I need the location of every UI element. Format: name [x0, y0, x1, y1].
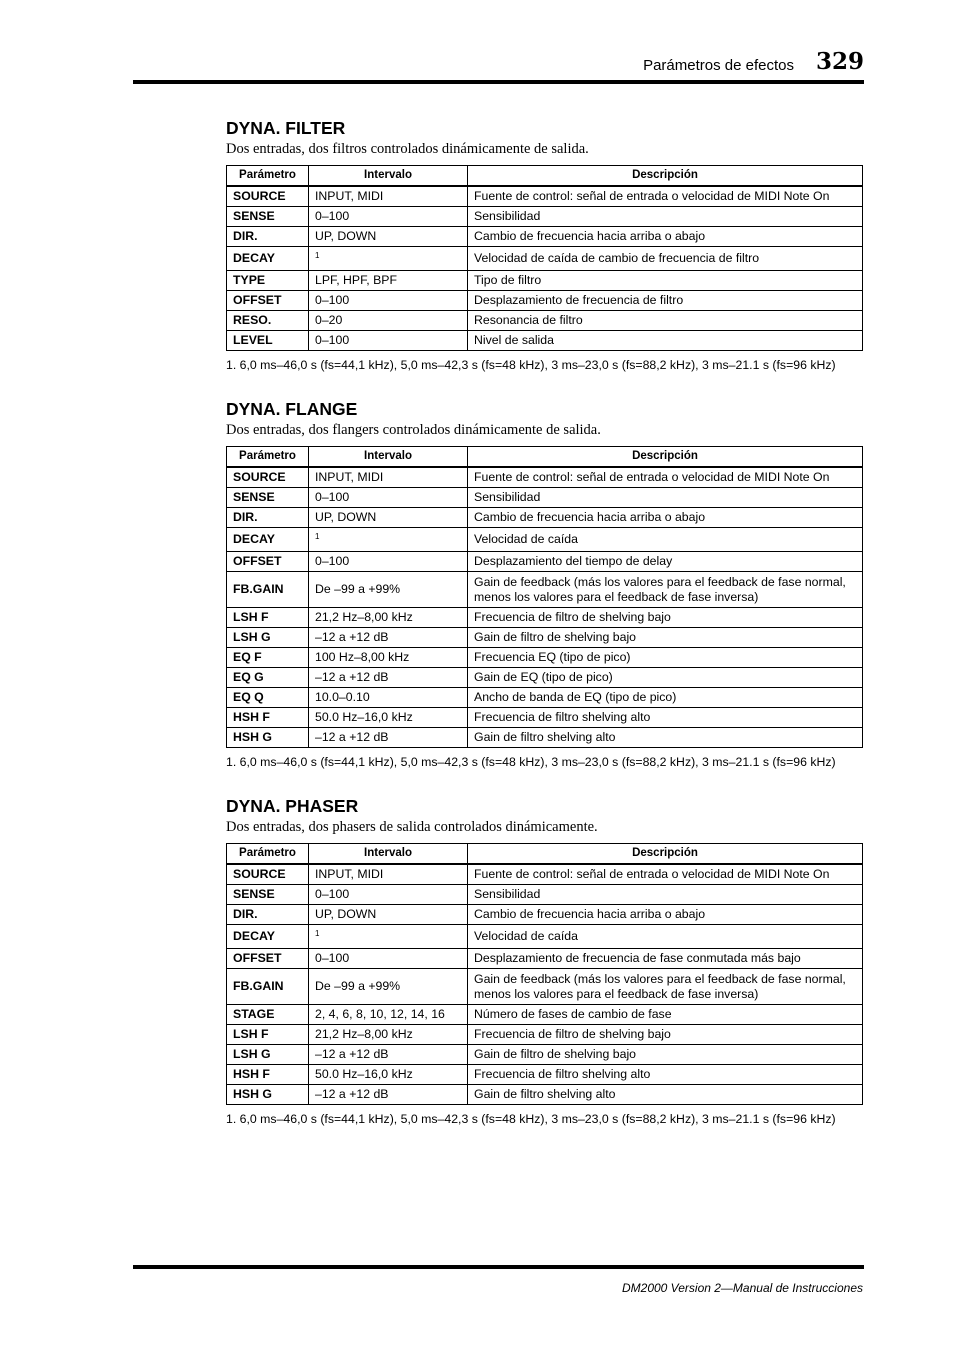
param-range: 0–100 — [309, 488, 468, 508]
param-name: FB.GAIN — [227, 969, 309, 1005]
table-row — [227, 247, 863, 271]
param-desc: Velocidad de caída de cambio de frecuencia de filtro — [468, 247, 863, 271]
param-desc: Velocidad de caída — [468, 528, 863, 552]
param-name: HSH F — [227, 708, 309, 728]
param-name: FB.GAIN — [227, 572, 309, 608]
param-desc: Velocidad de caída — [468, 925, 863, 949]
param-range: 21,2 Hz–8,00 kHz — [309, 1025, 468, 1045]
param-range: 10.0–0.10 — [309, 688, 468, 708]
param-desc: Gain de filtro shelving alto — [468, 728, 863, 748]
column-header-range: Intervalo — [309, 844, 468, 865]
section-title: DYNA. FILTER — [226, 118, 346, 138]
param-range: 0–100 — [309, 885, 468, 905]
column-header-desc: Descripción — [468, 166, 863, 187]
param-name: DIR. — [227, 508, 309, 528]
table-row — [227, 552, 863, 572]
param-desc: Desplazamiento de frecuencia de fase conmutada más bajo — [468, 949, 863, 969]
table-row — [227, 528, 863, 552]
section-title: DYNA. PHASER — [226, 796, 359, 816]
table-header-row — [227, 166, 863, 187]
param-desc: Ancho de banda de EQ (tipo de pico) — [468, 688, 863, 708]
param-range: –12 a +12 dB — [309, 728, 468, 748]
param-desc: Sensibilidad — [468, 207, 863, 227]
param-range: 2, 4, 6, 8, 10, 12, 14, 16 — [309, 1005, 468, 1025]
footnote: 1. 6,0 ms–46,0 s (fs=44,1 kHz), 5,0 ms–42,3 s (fs=48 kHz), 3 ms–23,0 s (fs=88,2 kHz), 3 ms–21.1 s (fs=96 kHz) — [226, 358, 836, 372]
param-range: De –99 a +99% — [309, 572, 468, 608]
param-desc: Tipo de filtro — [468, 271, 863, 291]
table-row — [227, 1025, 863, 1045]
param-desc: Frecuencia de filtro de shelving bajo — [468, 1025, 863, 1045]
param-name: LEVEL — [227, 331, 309, 351]
column-header-desc: Descripción — [468, 844, 863, 865]
table-row — [227, 864, 863, 885]
column-header-range: Intervalo — [309, 447, 468, 468]
param-range: 50.0 Hz–16,0 kHz — [309, 1065, 468, 1085]
table-row — [227, 207, 863, 227]
table-row — [227, 688, 863, 708]
param-range: UP, DOWN — [309, 508, 468, 528]
table-row — [227, 467, 863, 488]
page-number: 329 — [815, 48, 864, 75]
param-name: DIR. — [227, 227, 309, 247]
column-header-param: Parámetro — [227, 844, 309, 865]
section-title: DYNA. FLANGE — [226, 399, 358, 419]
param-name: SENSE — [227, 207, 309, 227]
param-range — [309, 528, 468, 552]
param-name: STAGE — [227, 1005, 309, 1025]
param-name: SENSE — [227, 488, 309, 508]
param-range: 0–100 — [309, 291, 468, 311]
table-row — [227, 969, 863, 1005]
footnote-ref: 1 — [315, 929, 320, 938]
param-name: LSH F — [227, 608, 309, 628]
param-range: De –99 a +99% — [309, 969, 468, 1005]
param-desc: Cambio de frecuencia hacia arriba o abajo — [468, 227, 863, 247]
param-name: DECAY — [227, 528, 309, 552]
section-dyna-filter — [226, 117, 863, 373]
table-row — [227, 331, 863, 351]
param-range: 0–100 — [309, 949, 468, 969]
param-range: INPUT, MIDI — [309, 864, 468, 885]
param-name: HSH G — [227, 1085, 309, 1105]
footnote: 1. 6,0 ms–46,0 s (fs=44,1 kHz), 5,0 ms–42,3 s (fs=48 kHz), 3 ms–23,0 s (fs=88,2 kHz), 3 ms–21.1 s (fs=96 kHz) — [226, 1112, 836, 1126]
param-desc: Cambio de frecuencia hacia arriba o abajo — [468, 508, 863, 528]
param-desc: Gain de filtro shelving alto — [468, 1085, 863, 1105]
param-name: SOURCE — [227, 864, 309, 885]
param-desc: Gain de filtro de shelving bajo — [468, 1045, 863, 1065]
param-range: –12 a +12 dB — [309, 668, 468, 688]
header-title: Parámetros de efectos — [643, 57, 794, 74]
param-name: EQ G — [227, 668, 309, 688]
param-range: INPUT, MIDI — [309, 467, 468, 488]
column-header-param: Parámetro — [227, 166, 309, 187]
param-desc: Resonancia de filtro — [468, 311, 863, 331]
param-desc: Frecuencia de filtro shelving alto — [468, 1065, 863, 1085]
table-row — [227, 1045, 863, 1065]
parameter-table — [226, 165, 863, 351]
table-row — [227, 1005, 863, 1025]
param-range: –12 a +12 dB — [309, 628, 468, 648]
footnote-ref: 1 — [315, 532, 320, 541]
param-desc: Gain de feedback (más los valores para el feedback de fase normal, menos los valores para el feedback de fase inversa) — [468, 572, 863, 608]
table-row — [227, 905, 863, 925]
param-name: LSH G — [227, 628, 309, 648]
table-row — [227, 648, 863, 668]
section-description: Dos entradas, dos filtros controlados dinámicamente de salida. — [226, 141, 589, 157]
section-description: Dos entradas, dos phasers de salida controlados dinámicamente. — [226, 819, 598, 835]
param-name: EQ F — [227, 648, 309, 668]
parameter-table — [226, 843, 863, 1105]
param-desc: Cambio de frecuencia hacia arriba o abajo — [468, 905, 863, 925]
param-range: 0–100 — [309, 552, 468, 572]
param-name: DIR. — [227, 905, 309, 925]
param-range: 0–100 — [309, 331, 468, 351]
header-rule — [133, 80, 864, 84]
footer-rule — [133, 1265, 864, 1269]
table-row — [227, 668, 863, 688]
param-range: 50.0 Hz–16,0 kHz — [309, 708, 468, 728]
param-desc: Frecuencia de filtro shelving alto — [468, 708, 863, 728]
param-name: DECAY — [227, 247, 309, 271]
table-row — [227, 488, 863, 508]
param-range — [309, 925, 468, 949]
param-name: LSH G — [227, 1045, 309, 1065]
table-row — [227, 572, 863, 608]
param-name: HSH F — [227, 1065, 309, 1085]
table-row — [227, 186, 863, 207]
param-range — [309, 247, 468, 271]
param-range: –12 a +12 dB — [309, 1085, 468, 1105]
param-name: LSH F — [227, 1025, 309, 1045]
param-desc: Fuente de control: señal de entrada o velocidad de MIDI Note On — [468, 864, 863, 885]
table-row — [227, 728, 863, 748]
section-dyna-phaser — [226, 795, 863, 1127]
param-name: EQ Q — [227, 688, 309, 708]
table-row — [227, 949, 863, 969]
table-row — [227, 708, 863, 728]
column-header-range: Intervalo — [309, 166, 468, 187]
param-desc: Desplazamiento de frecuencia de filtro — [468, 291, 863, 311]
param-desc: Fuente de control: señal de entrada o velocidad de MIDI Note On — [468, 186, 863, 207]
param-range: –12 a +12 dB — [309, 1045, 468, 1065]
table-row — [227, 227, 863, 247]
column-header-desc: Descripción — [468, 447, 863, 468]
footnote: 1. 6,0 ms–46,0 s (fs=44,1 kHz), 5,0 ms–42,3 s (fs=48 kHz), 3 ms–23,0 s (fs=88,2 kHz), 3 ms–21.1 s (fs=96 kHz) — [226, 755, 836, 769]
table-row — [227, 311, 863, 331]
table-row — [227, 271, 863, 291]
param-desc: Desplazamiento del tiempo de delay — [468, 552, 863, 572]
param-range: LPF, HPF, BPF — [309, 271, 468, 291]
param-name: OFFSET — [227, 949, 309, 969]
table-header-row — [227, 447, 863, 468]
param-name: DECAY — [227, 925, 309, 949]
param-desc: Nivel de salida — [468, 331, 863, 351]
param-name: TYPE — [227, 271, 309, 291]
param-desc: Sensibilidad — [468, 885, 863, 905]
table-row — [227, 925, 863, 949]
table-row — [227, 1085, 863, 1105]
param-range: UP, DOWN — [309, 905, 468, 925]
table-row — [227, 291, 863, 311]
param-desc: Frecuencia EQ (tipo de pico) — [468, 648, 863, 668]
param-desc: Gain de filtro de shelving bajo — [468, 628, 863, 648]
param-name: OFFSET — [227, 552, 309, 572]
param-desc: Número de fases de cambio de fase — [468, 1005, 863, 1025]
table-row — [227, 608, 863, 628]
section-description: Dos entradas, dos flangers controlados dinámicamente de salida. — [226, 422, 601, 438]
param-range: INPUT, MIDI — [309, 186, 468, 207]
param-desc: Gain de EQ (tipo de pico) — [468, 668, 863, 688]
param-desc: Frecuencia de filtro de shelving bajo — [468, 608, 863, 628]
table-row — [227, 1065, 863, 1085]
table-row — [227, 628, 863, 648]
param-name: RESO. — [227, 311, 309, 331]
table-header-row — [227, 844, 863, 865]
param-range: UP, DOWN — [309, 227, 468, 247]
param-name: SOURCE — [227, 186, 309, 207]
param-name: HSH G — [227, 728, 309, 748]
param-range: 100 Hz–8,00 kHz — [309, 648, 468, 668]
param-range: 21,2 Hz–8,00 kHz — [309, 608, 468, 628]
page-footer: DM2000 Version 2—Manual de Instrucciones — [621, 1281, 863, 1295]
table-row — [227, 885, 863, 905]
param-range: 0–20 — [309, 311, 468, 331]
footnote-ref: 1 — [315, 251, 320, 260]
page-header — [133, 50, 864, 84]
column-header-param: Parámetro — [227, 447, 309, 468]
param-range: 0–100 — [309, 207, 468, 227]
param-desc: Fuente de control: señal de entrada o velocidad de MIDI Note On — [468, 467, 863, 488]
param-desc: Sensibilidad — [468, 488, 863, 508]
table-row — [227, 508, 863, 528]
section-dyna-flange — [226, 398, 863, 770]
param-name: SOURCE — [227, 467, 309, 488]
param-desc: Gain de feedback (más los valores para el feedback de fase normal, menos los valores para el feedback de fase inversa) — [468, 969, 863, 1005]
param-name: SENSE — [227, 885, 309, 905]
param-name: OFFSET — [227, 291, 309, 311]
parameter-table — [226, 446, 863, 748]
